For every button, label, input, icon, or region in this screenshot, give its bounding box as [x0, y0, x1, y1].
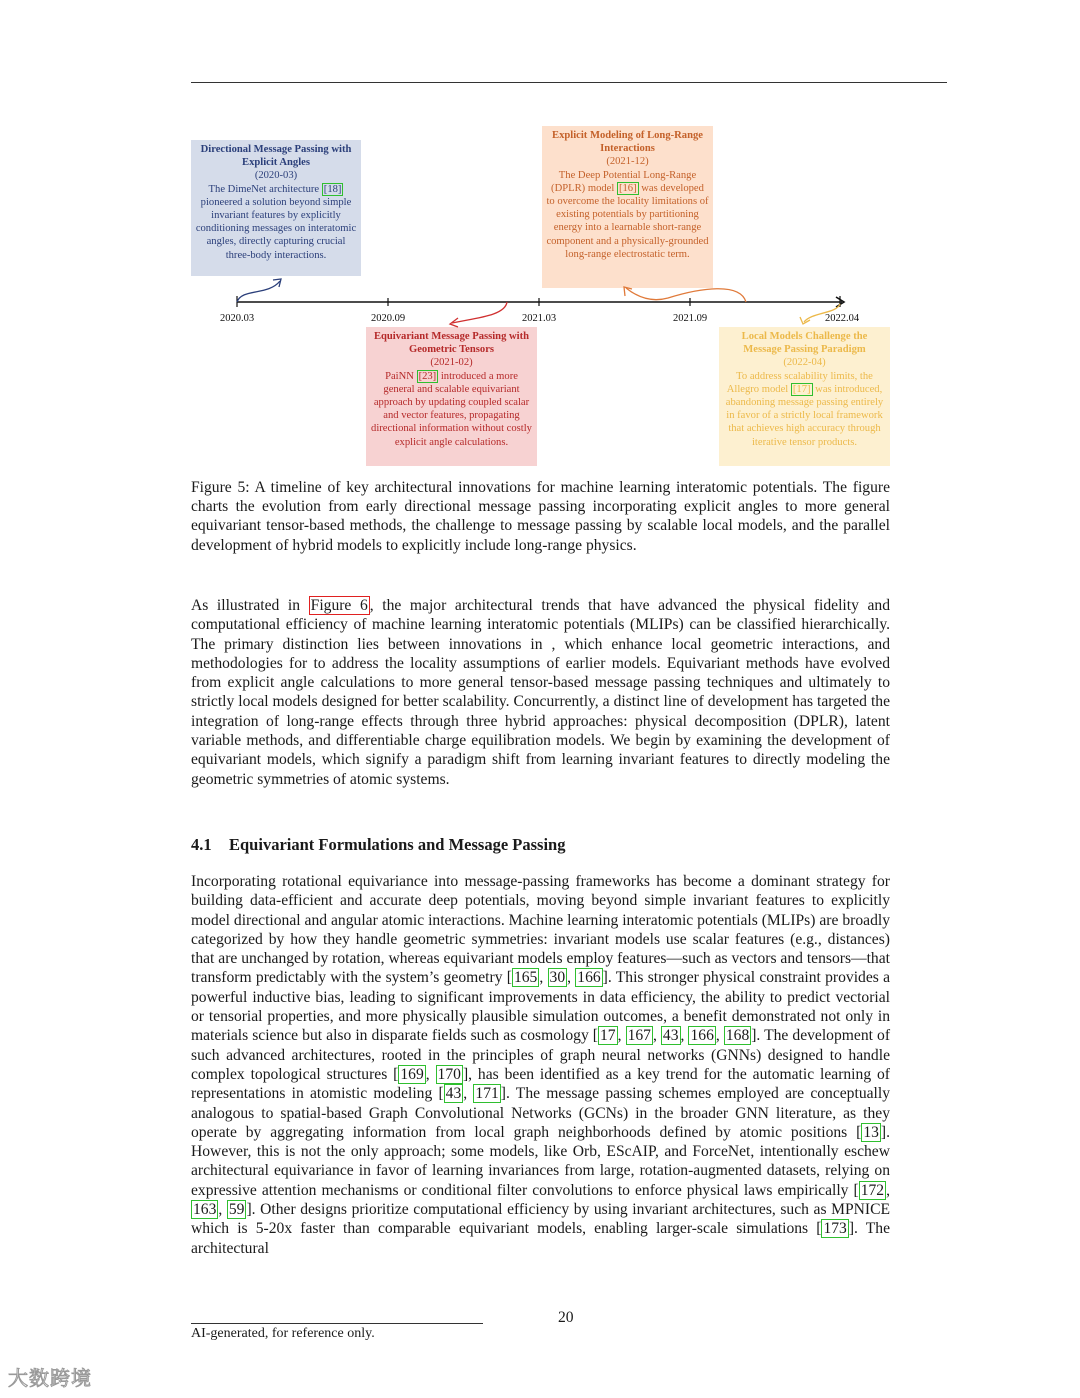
citation-link[interactable]: 17 [600, 1027, 616, 1045]
text-span: , the major architectural trends that have advanced the physical fidelity and computational efficiency of machine learning interatomic potentials (MLIPs) can be classified hierarchically. The primary distinction lies between innovations in , which enhance local geometric interactions, and methodologies for to address the locality assumptions of earlier models. Equivariant methods have evolved from explicit angle calculations to more general tensor-based message passing techniques and ultimately to strictly local models designed for better scalability. Concurrently, a distinct line of development has targeted the integration of long-range effects through three hybrid approaches: physical decomposition (DPLR), latent variable methods, and differentiable charge equilibration models. We begin by examining the development of equivariant models, which signify a paradigm shift from learning invariant features to directly modeling the geometric symmetries of atomic systems. [191, 597, 891, 788]
footnote: AI-generated, for reference only. [191, 1326, 375, 1341]
section-number: 4.1 [191, 835, 212, 854]
text-span: ], has been identified as a key trend for the automatic learning of representations in atomistic modeling [ [191, 1065, 890, 1103]
event-desc: pioneered a solution beyond simple invariant features by explicitly conditioning messages on interatomic angles, directly capturing crucial three-body interactions. [195, 196, 357, 261]
event-desc: introduced a more general and scalable equivariant approach by updating coupled scalar and vector features, propagating directional information without costly explicit angle calculations. [371, 370, 532, 448]
event-title: Explicit Modeling of Long-Range Interactions [552, 130, 703, 155]
citation-link[interactable]: 167 [627, 1027, 651, 1045]
watermark-logo: 大数跨境 [8, 1366, 92, 1390]
connector-arrow-dimenet [237, 281, 280, 302]
citation-link[interactable]: 30 [549, 969, 566, 987]
citation-link[interactable]: 43 [445, 1085, 462, 1103]
connector-arrow-painn [452, 302, 507, 323]
citation-link[interactable]: 173 [823, 1220, 847, 1238]
citation-link[interactable]: 166 [690, 1027, 714, 1045]
citation-link[interactable]: 169 [400, 1065, 424, 1083]
figure-caption: Figure 5: A timeline of key architectural innovations for machine learning interatomic potentials. The figure charts the evolution from early directional message passing incorporating explicit angles to more general equivariant tensor-based methods, the challenge to message passing by scalable local models, and the parallel development of hybrid models to explicitly include long-range physics. [191, 479, 890, 554]
connector-arrow-dplr [626, 288, 746, 302]
event-date: (2022-04) [783, 357, 826, 369]
tick-label: 2021.09 [672, 313, 708, 324]
section-title: Equivariant Formulations and Message Passing [229, 835, 566, 854]
event-date: (2020-03) [254, 170, 298, 182]
citation-link[interactable]: [23] [418, 370, 437, 382]
tick-label: 2022.04 [824, 313, 860, 324]
text-span: ]. The message passing schemes employed are conceptually analogous to spatial-based Graph Convolutional Networks (GCNs) in the broader GNN literature, as they operate by aggregating information from local graph neighborhoods defined by atomic positions [ [191, 1085, 890, 1141]
citation-link[interactable]: 171 [475, 1085, 499, 1103]
text-span: As illustrated in [191, 597, 309, 614]
page-number: 20 [558, 1309, 574, 1326]
text-span: ]. The architectural [191, 1220, 891, 1257]
tick-label: 2020.09 [370, 313, 406, 324]
event-desc: The Deep Potential Long-Range (DPLR) model [551, 169, 697, 194]
text-span: ]. However, this is not the only approach; some models, like Orb, EScAIP, and ForceNet, intentionally eschew architectural equivariance in favor of learning invariances from large, rotation-augmented datasets, relying on expressive attention mechanisms or conditional filter convolutions to enforce physical laws empirically [ [191, 1123, 890, 1199]
timeline-diagram [0, 0, 1080, 480]
text-span: ]. Other designs prioritize computational efficiency by using invariant architectures, such as MPNICE which is 5-20x faster than comparable equivariant models, enabling larger-scale simulations [ [191, 1201, 891, 1238]
citation-link[interactable]: 168 [725, 1027, 750, 1045]
citation-link[interactable]: 165 [513, 969, 538, 987]
figure-link[interactable]: Figure 6 [310, 597, 368, 614]
section-heading [191, 835, 565, 855]
text-span: ]. The development of such advanced architectures, rooted in the principles of graph neural networks (GNNs) designed to handle complex topological structures [ [191, 1027, 891, 1083]
citation-link[interactable]: [18] [323, 183, 342, 195]
event-date: (2021-02) [430, 357, 473, 369]
event-title: Directional Message Passing with Explicit Angles [200, 144, 352, 169]
event-desc: The DimeNet architecture [208, 183, 322, 195]
tick-label: 2021.03 [521, 313, 557, 324]
citation-link[interactable]: 170 [437, 1065, 461, 1083]
citation-link[interactable]: 172 [860, 1181, 885, 1199]
citation-link[interactable]: [17] [792, 383, 811, 395]
event-desc: To address scalability limits, the Allegro model [726, 370, 873, 395]
event-desc: was developed to overcome the locality limitations of existing potentials by partitioning energy into a learnable short-range component and a physically-grounded long-range electrostatic term. [546, 182, 709, 260]
event-desc: was introduced, abandoning message passing entirely in favor of a strictly local framework that achieves high accuracy through iterative tensor products. [725, 383, 884, 448]
body-paragraph-equivariant: Incorporating rotational equivariance into message-passing frameworks has become a dominant strategy for building data-efficient and accurate deep potentials, moving beyond simple invariant features to explicitly model directional and angular atomic interactions. Machine learning interatomic potentials (MLIPs) are broadly categorized by how they handle geometric symmetries: invariant models use scalar features (e.g., distances) that are unchanged by rotation, whereas equivariant models employ features—such as vectors and tensors—that transform predictably with the system’s geometry [ 165 , 30 , 166 ]. This stronger physical constraint provides a powerful inductive bias, leading to significant improvements in data efficiency, the ability to predict vectorial or tensorial properties, and more physically plausible simulation outcomes, a benefit demonstrated not only in materials science but also in disparate fields such as cosmology [ 17 , 167 , 43 , 166 , 168 ]. The development of such advanced architectures, rooted in the principles of graph neural networks (GNNs) designed to handle complex topological structures [ 169 , 170 ], has been identified as a key trend for the automatic learning of representations in atomistic modeling [ 43 , 171 ]. The message passing schemes employed are conceptually analogous to spatial-based Graph Convolutional Networks (GCNs) in the broader GNN literature, as they operate by aggregating information from local graph neighborhoods defined by atomic positions [ 13 ]. However, this is not the only approach; some models, like Orb, EScAIP, and ForceNet, intentionally eschew architectural equivariance in favor of learning invariances from large, rotation-augmented datasets, relying on expressive attention mechanisms or conditional filter convolutions to enforce physical laws empirically [ 172 , 163 , 59 ]. Other designs prioritize computational efficiency by using invariant architectures, such as MPNICE which is 5-20x faster than comparable equivariant models, enabling larger-scale simulations [ 173 ]. The architectural [191, 873, 891, 1257]
event-title: Equivariant Message Passing with Geometric Tensors [373, 331, 530, 356]
citation-link[interactable]: [16] [618, 182, 637, 194]
citation-link[interactable]: 166 [577, 969, 601, 987]
event-date: (2021-12) [606, 156, 649, 168]
citation-link[interactable]: 59 [228, 1201, 245, 1219]
text-span: ]. This stronger physical constraint provides a powerful inductive bias, leading to significant improvements in data efficiency, the ability to predict vectorial or tensorial properties, and more physically plausible simulation outcomes, a benefit demonstrated not only in materials science but also in disparate fields such as cosmology [ [191, 969, 890, 1045]
footnote-rule [191, 1323, 483, 1324]
citation-link[interactable]: 43 [662, 1027, 679, 1045]
citation-link[interactable]: 13 [863, 1123, 879, 1141]
tick-label: 2020.03 [219, 313, 255, 324]
event-desc: PaiNN [385, 370, 417, 382]
text-span: Incorporating rotational equivariance into message-passing frameworks has become a dominant strategy for building data-efficient and accurate deep potentials, moving beyond simple invariant features to explicitly model directional and angular atomic interactions. Machine learning interatomic potentials (MLIPs) are broadly categorized by how they handle geometric symmetries: invariant models use scalar features (e.g., distances) that are unchanged by rotation, whereas equivariant models employ features—such as vectors and tensors—that transform predictably with the system’s geometry [ [191, 873, 890, 987]
body-paragraph-intro [191, 596, 890, 789]
citation-link[interactable]: 163 [193, 1201, 217, 1219]
event-title: Local Models Challenge the Message Passing Paradigm [741, 331, 868, 356]
